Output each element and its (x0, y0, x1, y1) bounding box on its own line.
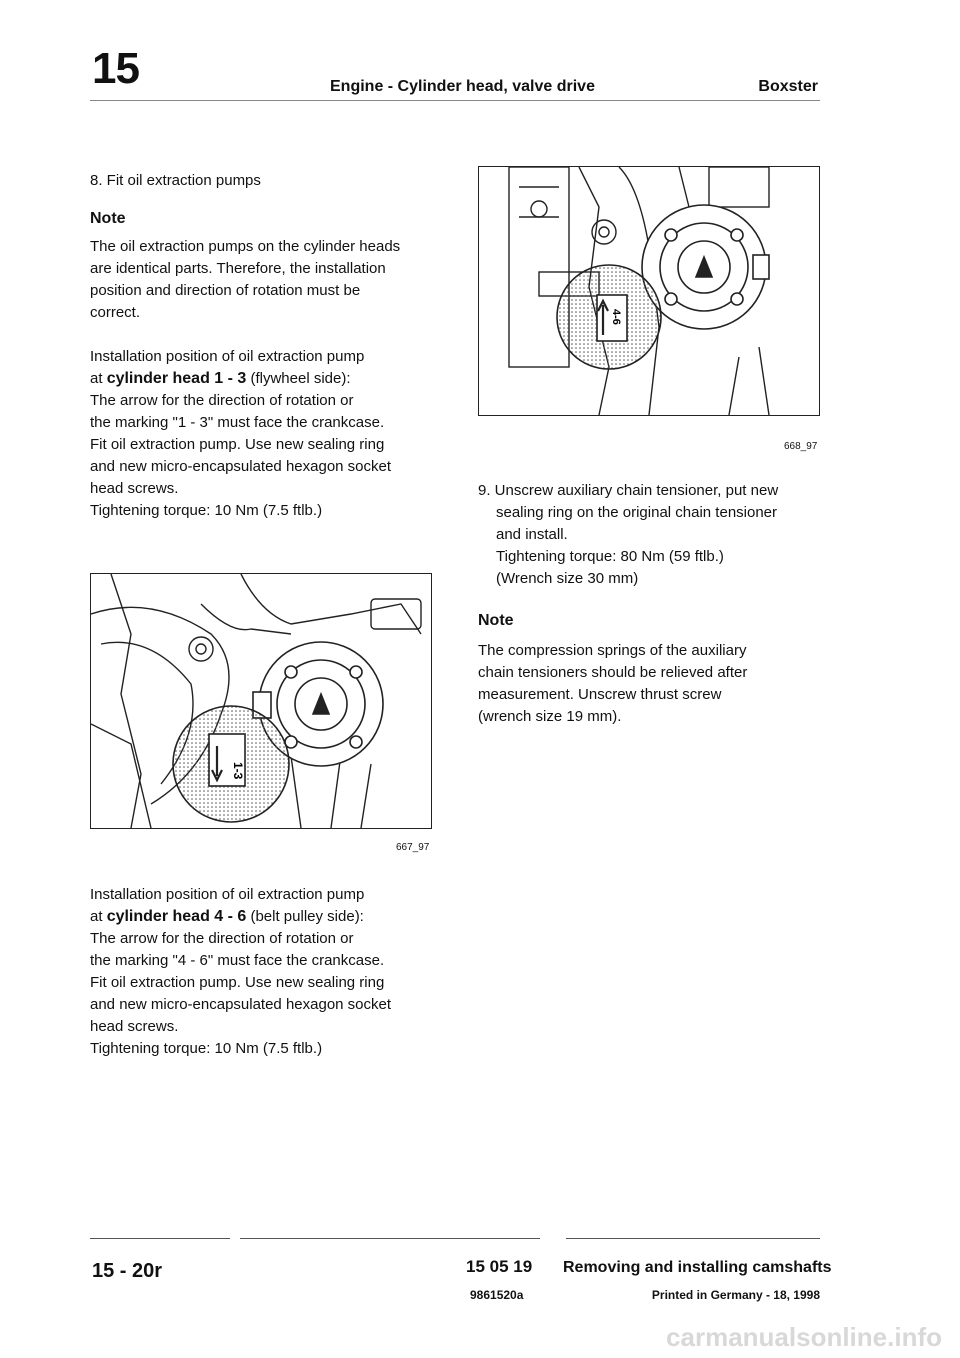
install-1-3-block (90, 346, 470, 522)
note-line: measurement. Unscrew thrust screw (478, 686, 722, 703)
figure-668-97 (478, 166, 820, 416)
install-line: Fit oil extraction pump. Use new sealing ring (90, 436, 385, 453)
footer-rule-left (90, 1238, 230, 1239)
install-line: and new micro-encapsulated hexagon socket (90, 996, 392, 1013)
note-line: position and direction of rotation must be (90, 282, 361, 299)
install-line: The arrow for the direction of rotation or (90, 930, 354, 947)
fig-marking-1-3: 1-3 (231, 762, 245, 780)
install-prefix: at (90, 370, 107, 387)
install-line: the marking "4 - 6" must face the crankcase. (90, 952, 385, 969)
note-text-left (90, 236, 470, 324)
pump-illustration-belt-pulley (479, 167, 819, 415)
install-line: head screws. (90, 1018, 179, 1035)
figure-label-667-97: 667_97 (396, 842, 430, 853)
fig-marking-4-6: 4-6 (610, 309, 622, 325)
install-line: head screws. (90, 480, 179, 497)
note-line: are identical parts. Therefore, the installation (90, 260, 386, 277)
page-number: 15 - 20r (92, 1260, 163, 1282)
cylinder-head-1-3: cylinder head 1 - 3 (106, 370, 247, 387)
step-9-line: and install. (496, 526, 568, 543)
step-9-line: Tightening torque: 80 Nm (59 ftlb.) (496, 548, 724, 565)
footer-rule-right (566, 1238, 820, 1239)
install-line (90, 906, 470, 928)
step-9-line: sealing ring on the original chain tensioner (496, 504, 778, 521)
step-9 (478, 480, 818, 590)
install-suffix: (belt pulley side): (246, 908, 364, 925)
note-line: The compression springs of the auxiliary (478, 642, 747, 659)
step-9-line: 9. Unscrew auxiliary chain tensioner, put new (478, 482, 779, 499)
install-line: and new micro-encapsulated hexagon socket (90, 458, 392, 475)
repair-code: 15 05 19 (466, 1257, 533, 1276)
watermark: carmanualsonline.info (666, 1322, 942, 1352)
cylinder-head-4-6: cylinder head 4 - 6 (106, 908, 247, 925)
install-line (90, 368, 470, 390)
install-4-6-block (90, 884, 470, 1060)
install-line: Tightening torque: 10 Nm (7.5 ftlb.) (90, 1040, 323, 1057)
part-number: 9861520a (470, 1288, 524, 1302)
note-label-left: Note (90, 210, 126, 227)
step-8-text: 8. Fit oil extraction pumps (90, 172, 261, 189)
install-line: The arrow for the direction of rotation or (90, 392, 354, 409)
printed-info: Printed in Germany - 18, 1998 (651, 1288, 820, 1302)
section-title: Removing and installing camshafts (563, 1259, 832, 1276)
note-label-right: Note (478, 612, 514, 629)
install-prefix: at (90, 908, 107, 925)
note-text-right (478, 640, 818, 728)
chapter-number: 15 (92, 44, 139, 93)
header-title: Engine - Cylinder head, valve drive (330, 78, 595, 95)
note-line: (wrench size 19 mm). (478, 708, 622, 725)
step-8 (90, 170, 450, 192)
step-9-line: (Wrench size 30 mm) (496, 570, 639, 587)
install-suffix: (flywheel side): (246, 370, 351, 387)
figure-label-668-97: 668_97 (784, 441, 818, 452)
install-line: Installation position of oil extraction pump (90, 348, 365, 365)
figure-667-97 (90, 573, 432, 829)
install-line: Tightening torque: 10 Nm (7.5 ftlb.) (90, 502, 323, 519)
pump-illustration-flywheel (91, 574, 431, 828)
magnified-detail (173, 706, 289, 822)
note-line: chain tensioners should be relieved after (478, 664, 748, 681)
header-rule (90, 100, 820, 101)
note-line: The oil extraction pumps on the cylinder heads (90, 238, 401, 255)
install-line: Fit oil extraction pump. Use new sealing ring (90, 974, 385, 991)
header-model: Boxster (758, 78, 818, 95)
magnified-detail (557, 265, 661, 369)
install-line: Installation position of oil extraction pump (90, 886, 365, 903)
note-line: correct. (90, 304, 141, 321)
footer-rule-middle (240, 1238, 540, 1239)
install-line: the marking "1 - 3" must face the crankcase. (90, 414, 385, 431)
